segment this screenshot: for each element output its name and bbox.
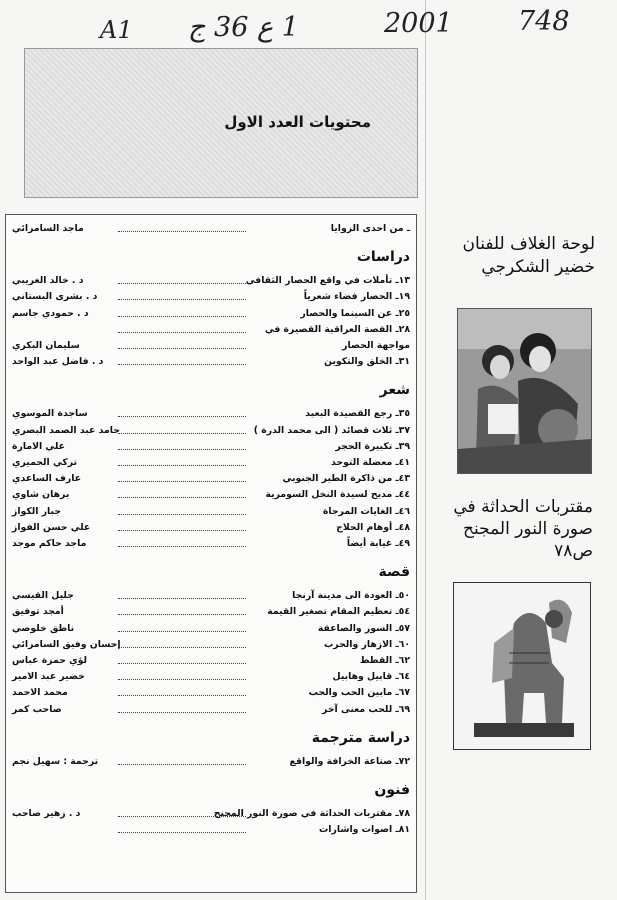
entry-title: ٤٤ـ مديح لسيدة النخل السومرية bbox=[265, 489, 410, 501]
leader-dots bbox=[118, 332, 246, 333]
toc-entry bbox=[6, 639, 416, 653]
entry-title: ٤٣ـ من ذاكرة الطير الجنوبي bbox=[282, 473, 410, 485]
toc-entry bbox=[6, 324, 416, 338]
toc-entry bbox=[6, 457, 416, 471]
cover-credit bbox=[463, 233, 595, 279]
winged-bull-sculpture-image bbox=[453, 582, 591, 750]
section-heading: دراسات bbox=[356, 249, 410, 266]
handwritten-ref-a1: A1 bbox=[100, 16, 133, 44]
entry-title: ٣١ـ الخلق والتكوين bbox=[324, 356, 410, 368]
leader-dots bbox=[118, 481, 246, 482]
entry-title: ١٣ـ تأملات في واقع الحصار الثقافي bbox=[245, 275, 410, 287]
entry-title: ٦٤ـ قابيل وهابيل bbox=[332, 671, 410, 683]
leader-dots bbox=[118, 299, 246, 300]
entry-author: لؤي حمزة عباس bbox=[12, 655, 87, 666]
toc-entry bbox=[6, 522, 416, 536]
entry-title: ٤٨ـ أوهام الحلاج bbox=[336, 521, 410, 533]
entry-author: ماجد السامرائي bbox=[12, 223, 84, 234]
entry-author: ترجمة : سهيل نجم bbox=[12, 755, 99, 767]
leader-dots bbox=[118, 764, 246, 765]
entry-title: ٦٢ـ القطط bbox=[359, 655, 410, 666]
feature-line-1: مقتربات الحداثة في bbox=[453, 497, 593, 517]
toc-entry bbox=[6, 606, 416, 620]
toc-entry bbox=[6, 489, 416, 503]
leader-dots bbox=[118, 514, 246, 515]
leader-dots bbox=[118, 679, 246, 680]
toc-entry bbox=[6, 506, 416, 520]
column-divider bbox=[425, 0, 426, 900]
leader-dots bbox=[118, 546, 246, 547]
entry-title: ٣٧ـ ثلاث قصائد ( الى محمد الدرة ) bbox=[253, 424, 410, 436]
leader-dots bbox=[118, 283, 246, 284]
entry-title: ٥٠ـ العودة الى مدينة آرنجا bbox=[292, 590, 410, 602]
entry-title: ١٩ـ الحصار فضاء شعرياً bbox=[303, 291, 410, 303]
leader-dots bbox=[118, 598, 246, 599]
section-heading: فنون bbox=[374, 782, 410, 798]
entry-author: د . زهير صاحب bbox=[12, 808, 81, 819]
leader-dots bbox=[118, 348, 246, 349]
cover-credit-line: لوحة الغلاف للفنان bbox=[462, 234, 595, 254]
entry-author: د . بشرى البستاني bbox=[12, 291, 98, 303]
toc-entry bbox=[6, 590, 416, 604]
leader-dots bbox=[118, 316, 246, 317]
entry-title: مواجهة الحصار bbox=[342, 340, 410, 351]
toc-entry bbox=[6, 704, 416, 718]
feature-line-2: صورة النور المجنح bbox=[463, 519, 593, 539]
cover-artist-name: خضير الشكرجي bbox=[481, 257, 595, 277]
entry-title: ٥٧ـ السور والصاعقة bbox=[317, 622, 410, 634]
entry-title: ٥٤ـ تعظيم المقام تصغير القيمة bbox=[267, 606, 410, 618]
entry-author: جليل القيسي bbox=[12, 590, 74, 602]
entry-title: ٧٨ـ مقتربات الحداثة في صورة النور المجنح bbox=[213, 808, 410, 819]
leader-dots bbox=[118, 663, 246, 664]
section-heading: قصة bbox=[378, 564, 410, 581]
entry-title: ٦٩ـ للحب معنى آخر bbox=[322, 703, 410, 715]
feature-page-ref: ص٧٨ bbox=[554, 541, 593, 561]
entry-author: حامد عبد الصمد البصري bbox=[12, 424, 120, 436]
toc-entry bbox=[6, 538, 416, 552]
entry-author: محمد الاحمد bbox=[12, 687, 68, 699]
entry-title: ٨١ـ اصوات واشارات bbox=[318, 824, 410, 836]
section-heading: دراسة مترجمة bbox=[311, 729, 410, 746]
entry-author: علي الامارة bbox=[12, 440, 65, 452]
toc-entry bbox=[6, 473, 416, 487]
handwritten-year: 2001 bbox=[384, 8, 453, 39]
leader-dots bbox=[118, 695, 246, 696]
entry-title: ٤٦ـ الغايات المرجاة bbox=[322, 505, 410, 517]
entry-author: د . فاضل عبد الواحد bbox=[12, 356, 104, 368]
entry-author: ماجد حاكم موجد bbox=[12, 538, 87, 549]
entry-author: صاحب كمر bbox=[12, 703, 62, 715]
leader-dots bbox=[118, 712, 246, 713]
entry-author: برهان شاوي bbox=[12, 489, 70, 501]
cover-painting-image bbox=[457, 308, 592, 474]
entry-author: ساجدة الموسوي bbox=[12, 408, 88, 420]
toc-entry bbox=[6, 824, 416, 838]
entry-title: ٧٢ـ صناعة الخرافة والواقع bbox=[289, 755, 410, 767]
entry-author: ناطق خلوصي bbox=[12, 622, 75, 634]
toc-entry bbox=[6, 756, 416, 770]
entry-author: د . خالد الغريبي bbox=[12, 275, 84, 287]
toc-entry bbox=[6, 275, 416, 289]
toc-entry bbox=[6, 408, 416, 422]
entry-author: سليمان البكري bbox=[12, 340, 80, 351]
leader-dots bbox=[118, 816, 246, 817]
handwritten-number: 748 bbox=[518, 6, 570, 37]
leader-dots bbox=[118, 465, 246, 466]
toc-entry bbox=[6, 223, 416, 237]
table-of-contents bbox=[5, 214, 417, 893]
page-title: محتويات العدد الاول bbox=[224, 113, 371, 131]
leader-dots bbox=[118, 631, 246, 632]
entry-title: ٢٨ـ القصة العراقية القصيرة في bbox=[264, 323, 410, 335]
entry-title: ٦٧ـ مابين الحب والحب bbox=[308, 687, 410, 699]
entry-title: ٢٥ـ عن السينما والحصار bbox=[300, 307, 410, 319]
leader-dots bbox=[118, 364, 246, 365]
toc-entry bbox=[6, 687, 416, 701]
entry-author: خضير عبد الامير bbox=[12, 671, 85, 683]
entry-title: ـ من احدى الزوايا bbox=[330, 223, 410, 234]
leader-dots bbox=[118, 231, 246, 232]
entry-author: إحسان وفيق السامرائي bbox=[12, 638, 121, 650]
entry-title: ٣٥ـ رجع القصيدة البعيد bbox=[305, 408, 410, 420]
leader-dots bbox=[118, 614, 246, 615]
entry-author: علي حسن الفواز bbox=[12, 521, 91, 533]
leader-dots bbox=[118, 449, 246, 450]
entry-title: ٤١ـ معضلة التوحد bbox=[331, 457, 410, 468]
toc-entry bbox=[6, 671, 416, 685]
handwritten-ref-issue: 1 ع 36 ج bbox=[188, 12, 299, 43]
toc-entry bbox=[6, 308, 416, 322]
toc-entry bbox=[6, 655, 416, 669]
leader-dots bbox=[118, 530, 246, 531]
feature-caption bbox=[453, 496, 593, 562]
entry-title: ٤٩ـ غيابة أيضاً bbox=[346, 538, 410, 549]
toc-entry bbox=[6, 441, 416, 455]
entry-author: د . حمودي جاسم bbox=[12, 307, 89, 319]
entry-author: جبار الكواز bbox=[12, 505, 62, 517]
entry-author: عارف الساعدي bbox=[12, 473, 82, 485]
toc-entry bbox=[6, 291, 416, 305]
leader-dots bbox=[118, 832, 246, 833]
entry-title: ٦٠ـ الازهار والحرب bbox=[323, 638, 410, 650]
entry-author: تركي الحميري bbox=[12, 457, 78, 468]
toc-entry bbox=[6, 808, 416, 822]
toc-entry bbox=[6, 425, 416, 439]
toc-entry bbox=[6, 623, 416, 637]
toc-entry bbox=[6, 356, 416, 370]
section-heading: شعر bbox=[379, 382, 410, 399]
leader-dots bbox=[118, 497, 246, 498]
header-box bbox=[24, 48, 418, 198]
leader-dots bbox=[118, 647, 246, 648]
toc-entry bbox=[6, 340, 416, 354]
entry-author: أمجد توفيق bbox=[12, 606, 64, 618]
entry-title: ٣٩ـ تكبيرة الحجر bbox=[335, 440, 410, 452]
leader-dots bbox=[118, 433, 246, 434]
leader-dots bbox=[118, 416, 246, 417]
